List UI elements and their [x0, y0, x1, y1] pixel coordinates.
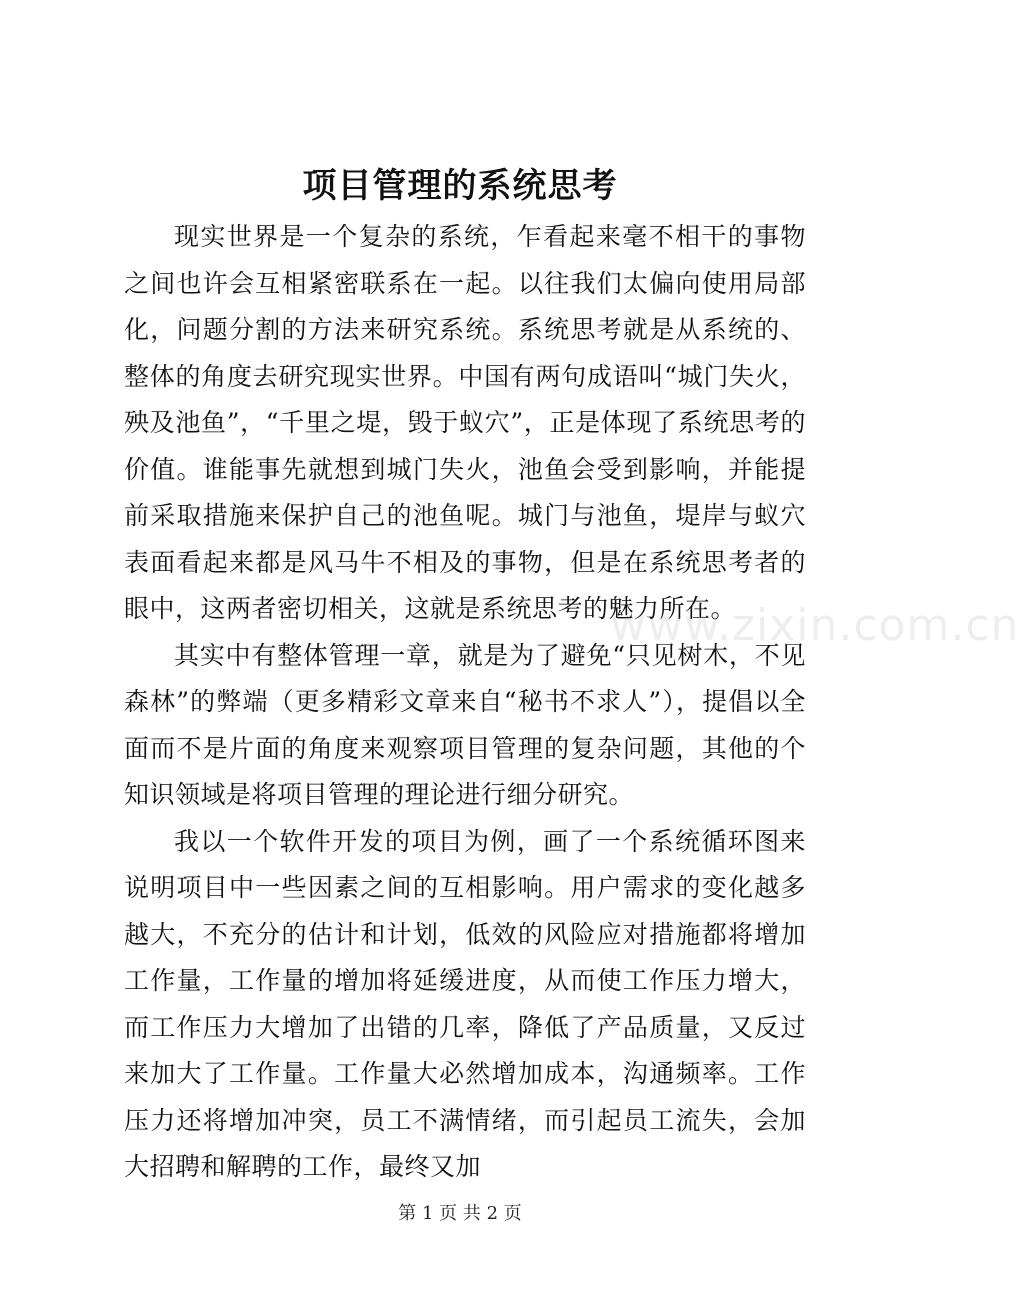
- page-footer: 第 1 页 共 2 页: [398, 1203, 522, 1224]
- watermark: www.zixin.com.cn: [610, 600, 1019, 651]
- paragraph-2: 其实中有整体管理一章，就是为了避免“只见树木，不见森林”的弊端（更多精彩文章来自“秘书不求人”），提倡以全面而不是片面的角度来观察项目管理的复杂问题，其他的个知识领域是将项目管理的理论进行细分研究。: [124, 640, 806, 809]
- paragraph-3: 我以一个软件开发的项目为例，画了一个系统循环图来说明项目中一些因素之间的互相影响。用户需求的变化越多越大，不充分的估计和计划，低效的风险应对措施都将增加工作量，工作量的增加将延缓进度，从而使工作压力增大，而工作压力大增加了出错的几率，降低了产品质量，又反过来加大了工作量。工作量大必然增加成本，沟通频率。工作压力还将增加冲突，员工不满情绪，而引起员工流失，会加大招聘和解聘的工作，最终又加: [124, 826, 806, 1181]
- document-title: 项目管理的系统思考: [302, 166, 618, 206]
- document-body: [124, 214, 806, 1191]
- paragraph-1: 现实世界是一个复杂的系统，乍看起来毫不相干的事物之间也许会互相紧密联系在一起。以往我们太偏向使用局部化，问题分割的方法来研究系统。系统思考就是从系统的、整体的角度去研究现实世界。中国有两句成语叫“城门失火，殃及池鱼”，“千里之堤，毁于蚁穴”，正是体现了系统思考的价值。谁能事先就想到城门失火，池鱼会受到影响，并能提前采取措施来保护自己的池鱼呢。城门与池鱼，堤岸与蚁穴表面看起来都是风马牛不相及的事物，但是在系统思考者的眼中，这两者密切相关，这就是系统思考的魅力所在。: [124, 222, 806, 623]
